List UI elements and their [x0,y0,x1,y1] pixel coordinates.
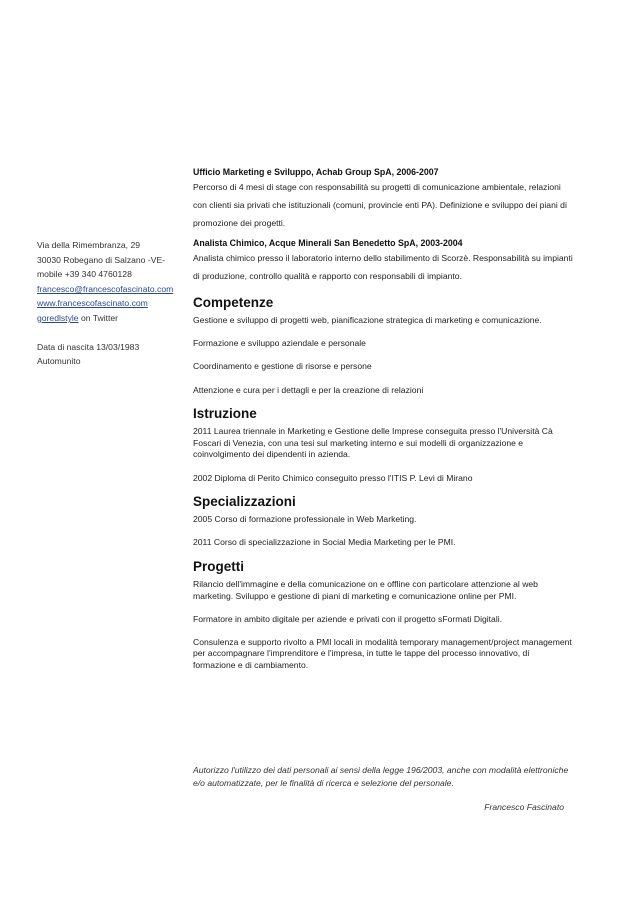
experience-description: Percorso di 4 mesi di stage con responsabilità su progetti di comunicazione ambientale, relazioni con clienti sia privati che istituzionali (comuni, provincie enti PA). Definizione e sviluppo dei piani di promozione dei progetti. [193,182,567,228]
section-item: 2011 Corso di specializzazione in Social Media Marketing per le PMI. [193,537,456,548]
twitter-suffix: on Twitter [78,312,119,323]
twitter-line [37,311,177,326]
section-item: 2002 Diploma di Perito Chimico conseguito presso l'ITIS P. Levi di Mirano [193,472,473,483]
website-link[interactable]: www.francescofascinato.com [37,298,148,309]
section-competenze [193,294,573,396]
section-heading: Istruzione [193,406,257,422]
driver-status: Automunito [37,356,81,367]
section-item: Rilancio dell'immagine e della comunicazione on e offline con particolare attenzione al web marketing. Sviluppo e gestione di piani di marketing e comunicazione online per PMI. [193,578,538,601]
experience-description: Analista chimico presso il laboratorio interno dello stabilimento di Scorzè. Responsabilità su impianti di produzione, controllo qualità e rapporto con responsabili di impianto. [193,253,573,281]
twitter-link[interactable]: goredlstyle [37,312,79,323]
contact-sidebar [37,238,177,369]
cv-main-content [193,167,573,672]
address-city-line: 30030 Robegano di Salzano -VE- [37,254,166,265]
section-heading: Specializzazioni [193,494,296,510]
section-item: Coordinamento e gestione di risorse e persone [193,361,372,372]
mobile-number: mobile +39 340 4760128 [37,269,132,280]
experience-entry [193,238,573,285]
email-link[interactable]: francesco@francescofascinato.com [37,283,174,294]
address-line: Via della Rimembranza, 29 [37,240,141,250]
section-item: 2011 Laurea triennale in Marketing e Gestione delle Imprese conseguita presso l'Università Cà Foscari di Venezia, con una tesi sul marketing interno e sui modelli di organizzazione e coinvolgimento dei dipendenti in azienda. [193,426,553,460]
section-heading: Competenze [193,295,274,310]
section-specializzazioni [193,493,573,549]
section-istruzione [193,405,573,484]
section-item: Attenzione e cura per i dettagli e per la creazione di relazioni [193,384,424,395]
section-progetti [193,558,573,672]
section-item: Formazione e sviluppo aziendale e personale [193,338,366,349]
experience-title: Ufficio Marketing e Sviluppo, Achab Group SpA, 2006-2007 [193,167,439,177]
section-item: Consulenza e supporto rivolto a PMI locali in modalità temporary management/project management per accompagnare l'imprenditore e l'impresa, in tutte le tappe del processo innovativo, di formazione e di cambiamento. [193,636,572,671]
experience-entry [193,167,573,232]
birth-date: Data di nascita 13/03/1983 [37,341,140,352]
experience-title: Analista Chimico, Acque Minerali San Benedetto SpA, 2003-2004 [193,238,463,248]
privacy-consent-note: Autorizzo l'utilizzo dei dati personali ai sensi della legge 196/2003, anche con modalità elettroniche e/o automatizzate, per le finalità di ricerca e selezione del personale. [193,765,569,788]
section-item: 2005 Corso di formazione professionale in Web Marketing. [193,514,417,525]
section-heading: Progetti [193,558,245,574]
section-item: Gestione e sviluppo di progetti web, pianificazione strategica di marketing e comunicazione. [193,315,542,325]
section-item: Formatore in ambito digitale per aziende e privati con il progetto sFormati Digitali. [193,613,503,624]
signature-name: Francesco Fascinato [484,802,564,812]
